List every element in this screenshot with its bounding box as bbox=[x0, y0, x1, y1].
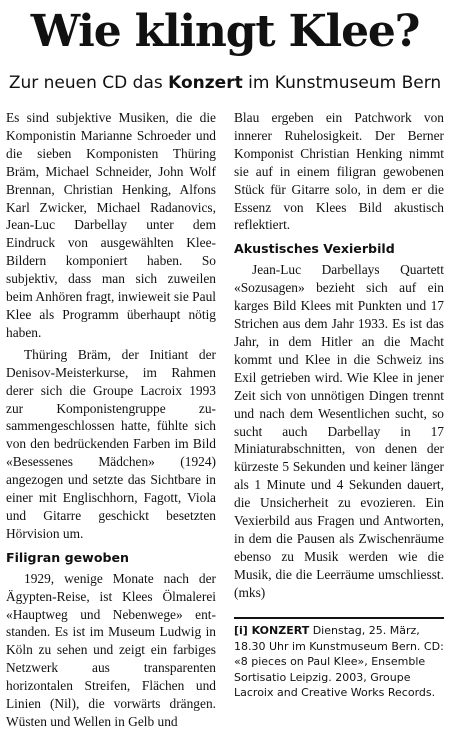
info-tag: [i] KONZERT bbox=[234, 624, 310, 637]
subheadline bbox=[0, 72, 450, 94]
paragraph-braem: Thüring Bräm, der Initiant der Denisov-Meisterkurse, im Rahmen derer sich die Groupe Lacroix 1993 zur Komponistengruppe zusammengeschlossen hatte, fühlte sich von den bedrückenden Farben im Bild «Besessenes Mädchen» (1924) angezogen und setzte das Sichtbare in einer mit Englischhorn, Fagott, Viola und Gitarre geschickt besetzten Hörvision um. bbox=[6, 346, 216, 541]
headline: Wie klingt Klee? bbox=[30, 6, 420, 57]
section-heading-vexierbild: Akustisches Vexierbild bbox=[234, 241, 395, 257]
paragraph-darbellay: Jean-Luc Darbellays Quartett «Sozusagen» bezieht sich auf ein karges Bild Klees mit Punkten und 17 Strichen aus dem Jahr 1933. Es ist das Jahr, in dem Hitler an die Macht kommt und Klee in die Schweiz ins Exil getrieben wird. Wie Klee in jener Zeit sich von unnötigen Dingen trennt und nach dem Wesentlichen sucht, so sucht auch Darbellay in 17 Miniaturabschnitten, von denen der kürzeste 5 Sekunden und keiner länger als 1 Minute und 4 Sekunden dauert, die Unsicherheit zu evozieren. Ein Vexierbild aus Fragen und Antworten, in dem die Pausen als Zwischenräume ebenso zu Musik werden wie die Musik, die die Leerräume umschliesst. (mks) bbox=[234, 262, 444, 600]
subhead-text-end: im Kunstmuseum Bern bbox=[242, 73, 442, 93]
paragraph-hauptweg: 1929, wenige Monate nach der Ägypten-Reise, ist Klees Ölmalerei «Hauptweg und Nebenwege» entstanden. Es ist im Museum Ludwig in Köln zu sehen und zeigt ein farbiges Netzwerk aus transparenten horizontalen Streifen, Flächen und Linien (Nil), die vorwärts drängen. Wüsten und Wellen in Gelb und bbox=[6, 570, 216, 729]
right-column bbox=[234, 109, 444, 602]
left-column bbox=[6, 109, 216, 731]
section-heading-filigran: Filigran gewoben bbox=[6, 549, 129, 565]
concert-info-box bbox=[234, 617, 444, 701]
info-text: Dienstag, 25. März, 18.30 Uhr im Kunstmuseum Bern. CD: «8 pieces on Paul Klee», Ensemble Sortisatio Leipzig. 2003, Groupe Lacroix and Creative Works Records. bbox=[234, 624, 444, 699]
paragraph-henking: Blau ergeben ein Patchwork von innerer Ruhelosigkeit. Der Berner Komponist Christian Henking nimmt sie auf in einem filigran gewobenen Stück für Gitarre solo, in dem er die Essenz von Klees Bild akustisch reflektiert. bbox=[234, 110, 444, 233]
subhead-text-start: Zur neuen CD das bbox=[8, 73, 169, 93]
paragraph-intro: Es sind subjektive Musiken, die die Komponistin Marianne Schroeder und die sieben Komponisten Thüring Bräm, Michael Schneider, John Wolf Brennan, Christian Henking, Alfons Karl Zwicker, Michael Radanovics, Jean-Luc Darbellay unter dem Eindruck von ausgewählten Klee-Bildern komponiert haben. So subjektiv, dass man sich zuweilen beim Anhören fragt, inwieweit sie Paul Klee als Programm überhaupt nötig haben. bbox=[6, 110, 216, 340]
subhead-bold-word: Konzert bbox=[168, 73, 243, 93]
